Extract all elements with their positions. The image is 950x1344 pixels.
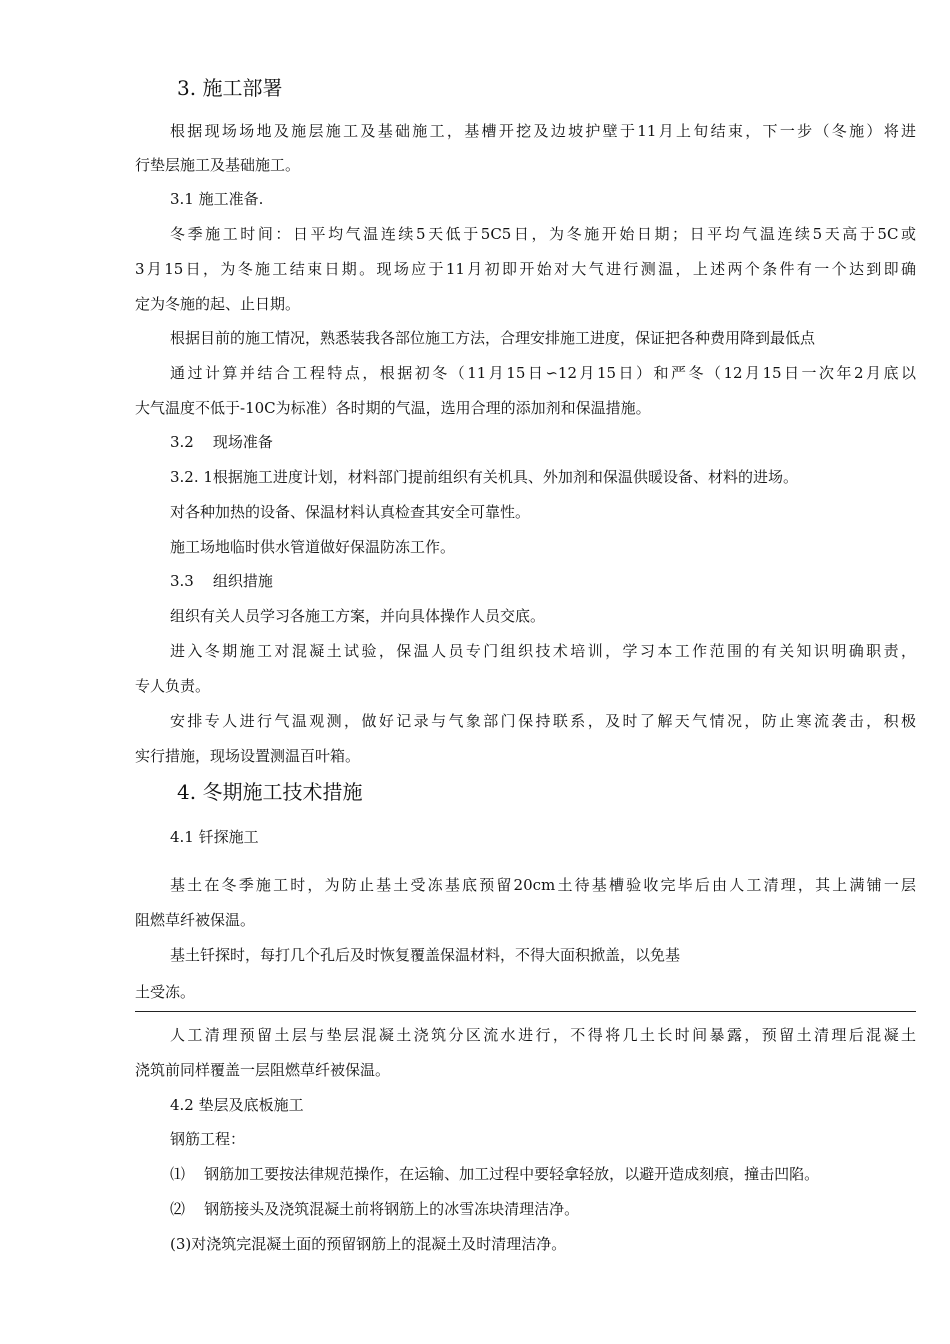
section-3-1-p3-line-2: 大气温度不低于-10C为标准）各时期的气温，选用合理的添加剂和保温措施。 [135,399,651,417]
page-break-rule [135,1011,916,1012]
section-3-3-p2-line-1: 进入冬期施工对混凝土试验，保温人员专门组织技术培训，学习本工作范围的有关知识明确职责， [170,642,916,660]
section-3-1-p1-line-2: 3月15日，为冬施工结束日期。现场应于11月初即开始对大气进行测温，上述两个条件有一个达到即确 [135,260,916,278]
section-3-2-p1: 3.2. 1根据施工进度计划，材料部门提前组织有关机具、外加剂和保温供暖设备、材料的进场。 [170,468,798,486]
section-3-1-title: 3.1 施工准备. [170,190,264,208]
section-4-1-p3-line-1: 人工清理预留土层与垫层混凝土浇筑分区流水进行，不得将几土长时间暴露，预留土清理后混凝土 [170,1026,916,1044]
section-3-3-p3-line-1: 安排专人进行气温观测，做好记录与气象部门保持联系，及时了解天气情况，防止寒流袭击，积极 [170,712,916,730]
section-3-2-p3: 施工场地临时供水管道做好保温防冻工作。 [170,538,456,556]
section-4-1-p2-line-2: 土受冻。 [135,983,196,1001]
section-3-2-title: 3.2 现场准备 [170,433,273,451]
section-4-heading: 4. 冬期施工技术措施 [177,780,363,804]
section-3-1-p1-line-1: 冬季施工时间：日平均气温连续5天低于5C5日，为冬施开始日期；日平均气温连续5天高于5C或 [170,225,916,243]
section-3-3-p1: 组织有关人员学习各施工方案，并向具体操作人员交底。 [170,607,546,625]
section-3-1-p2: 根据目前的施工情况，熟悉装我各部位施工方法，合理安排施工进度，保证把各种费用降到最低点 [170,329,816,347]
section-4-2-title: 4.2 垫层及底板施工 [170,1096,304,1114]
section-3-3-p3-line-2: 实行措施，现场设置测温百叶箱。 [135,747,361,765]
section-3-3-p2-line-2: 专人负责。 [135,677,211,695]
section-4-1-p1-line-2: 阻燃草纤被保温。 [135,911,256,929]
section-3-1-p3-line-1: 通过计算并结合工程特点，根据初冬（11月15日∽12月15日）和严冬（12月15日一次年2月底以 [170,364,916,382]
section-4-1-p2-line-1: 基土钎探时，每打几个孔后及时恢复覆盖保温材料，不得大面积掀盖，以免基 [170,946,681,964]
section-4-1-p1-line-1: 基土在冬季施工时，为防止基土受冻基底预留20cm土待基槽验收完毕后由人工清理，其上满铺一层 [170,876,916,894]
section-3-intro-line-2: 行垫层施工及基础施工。 [135,156,301,174]
section-3-heading: 3. 施工部署 [177,76,283,100]
section-3-1-p1-line-3: 定为冬施的起、止日期。 [135,295,301,313]
section-3-intro-line-1: 根据现场场地及施层施工及基础施工，基槽开挖及边坡护壁于11月上旬结束，下一步（冬施）将进 [170,122,916,140]
section-4-1-p3-line-2: 浇筑前同样覆盖一层阻燃草纤被保温。 [135,1061,391,1079]
section-4-2-sub: 钢筋工程： [170,1130,246,1148]
section-3-2-p2: 对各种加热的设备、保温材料认真检查其安全可靠性。 [170,503,531,521]
list-item: ⑴ 钢筋加工要按法律规范操作，在运输、加工过程中要轻拿轻放，以避开造成刻痕，撞击凹陷。 [170,1165,820,1183]
list-item: ⑵ 钢筋接头及浇筑混凝土前将钢筋上的冰雪冻块清理洁净。 [170,1200,580,1218]
section-3-3-title: 3.3 组织措施 [170,572,273,590]
section-4-1-title: 4.1 钎探施工 [170,828,259,846]
list-item: (3)对浇筑完混凝土面的预留钢筋上的混凝土及时清理洁净。 [170,1235,567,1253]
